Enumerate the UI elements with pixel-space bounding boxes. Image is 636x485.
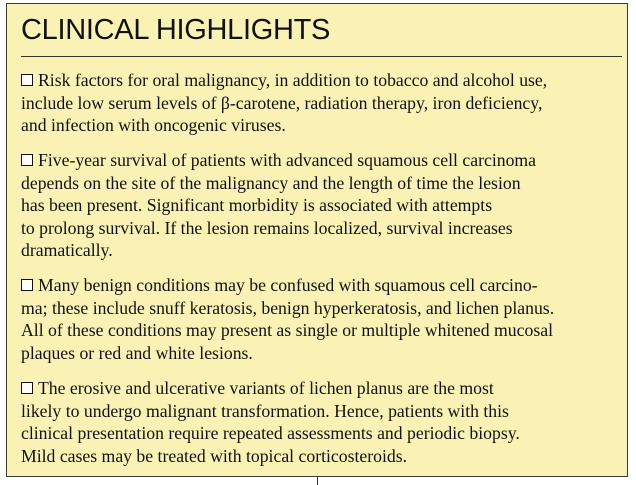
item-line: likely to undergo malignant transformation. Hence, patients with this [21,400,509,421]
item-line-text: The erosive and ulcerative variants of lichen planus are the most [38,378,494,398]
item-line-text: Many benign conditions may be confused with squamous cell carcino- [38,275,538,295]
title-divider [21,56,622,57]
item-line: and infection with oncogenic viruses. [21,115,286,136]
item-line: dramatically. [21,240,113,261]
item-line: depends on the site of the malignancy and the length of time the lesion [21,172,521,193]
highlight-item-risk-factors [21,69,621,137]
item-line: to prolong survival. If the lesion remains localized, survival increases [21,217,513,238]
highlight-item-lichen-planus [21,377,621,467]
item-line: ma; these include snuff keratosis, benign hyperkeratosis, and lichen planus. [21,297,555,318]
checkbox-icon [21,74,33,86]
item-line-text: Five-year survival of patients with advanced squamous cell carcinoma [38,150,537,170]
item-line: include low serum levels of β-carotene, radiation therapy, iron deficiency, [21,92,543,113]
item-line: clinical presentation require repeated assessments and periodic biopsy. [21,423,520,444]
item-line [21,274,621,297]
box-title: CLINICAL HIGHLIGHTS [21,14,331,46]
item-line: All of these conditions may present as single or multiple whitened mucosal [21,320,553,341]
checkbox-icon [21,382,33,394]
item-line-text: Risk factors for oral malignancy, in addition to tobacco and alcohol use, [38,70,548,90]
checkbox-icon [21,154,33,166]
item-line [21,377,621,400]
item-line [21,149,621,172]
highlight-item-benign-conditions [21,274,621,364]
item-line: has been present. Significant morbidity is associated with attempts [21,195,493,216]
highlight-item-survival [21,149,621,262]
column-tick-mark [317,477,318,485]
checkbox-icon [21,279,33,291]
item-line: plaques or red and white lesions. [21,342,253,363]
item-line [21,69,621,92]
clinical-highlights-box [6,3,628,477]
item-line: Mild cases may be treated with topical corticosteroids. [21,445,408,466]
